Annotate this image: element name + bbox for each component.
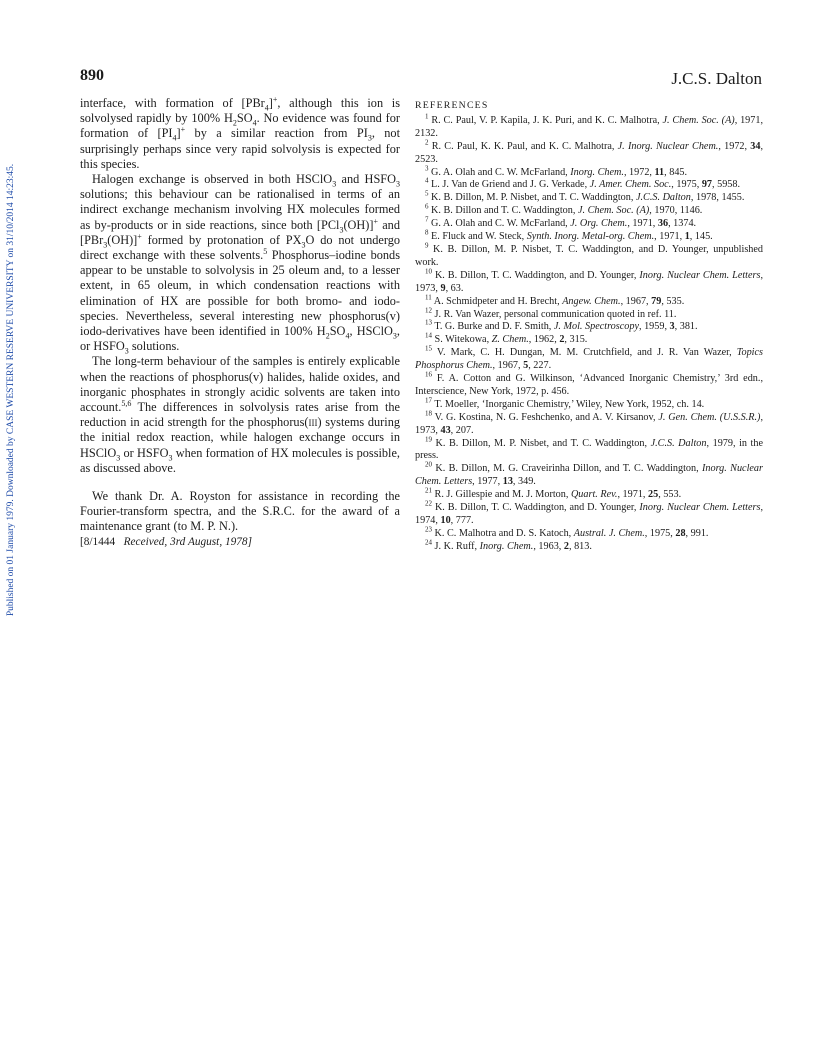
received-date: Received, 3rd August, 1978] bbox=[123, 535, 252, 548]
paragraph: The long-term behaviour of the samples is entirely explicable when the reactions of phosphorus(v) halides, halide oxides, and inorganic phosphates in strongly acidic solvents are taken into account.$^{5,6}$ The differences in solvolysis rates arise from the reduction in acid strength for the phosphorus(iii) systems during the initial redox reaction, while halogen exchange occurs in HSClO$_3$ or $HSFO_3$ when formation of HX molecules is possible, as discussed above. bbox=[80, 354, 400, 475]
reference-item: $^{17}$ T. Moeller, ‘Inorganic Chemistry,’ Wiley, New York, 1952, ch. 14. bbox=[425, 396, 705, 410]
references-heading: REFERENCES bbox=[415, 100, 489, 111]
acknowledgement: We thank Dr. A. Royston for assistance in recording the Fourier-transform spectra, and the S.R.C. for the award of a maintenance grant (to M. P. N.). bbox=[80, 489, 400, 534]
reference-item: $^{21}$ R. J. Gillespie and M. J. Morton, Quart. Rev., 1971, 25, 553. bbox=[425, 486, 682, 501]
paragraph: interface, with formation of [PBr$_4$]+, although this ion is solvolysed rapidly by 100% $H_2SO_4$. No evidence was found for formation of $[PI_4]^+$ by a similar reaction from $PI_3$, not surprisingly perhaps since very rapid solvolysis is expected for this species. bbox=[80, 94, 401, 171]
reference-item: $^8$ E. Fluck and W. Steck, Synth. Inorg. Metal-org. Chem., 1971, 1, 145. bbox=[425, 228, 713, 243]
download-watermark bbox=[2, 120, 20, 660]
references-column bbox=[415, 100, 763, 554]
reference-item: $^{15}$ V. Mark, C. H. Dungan, M. M. Crutchfield, and J. R. Van Wazer, Topics Phosphorus Chem., 1967, 5, 227. bbox=[415, 344, 763, 372]
download-watermark-text: Published on 01 January 1979. Downloaded by CASE WESTERN RESERVE UNIVERSITY on 31/10/2014 14:23:45. bbox=[6, 163, 16, 617]
reference-item: $^{16}$ F. A. Cotton and G. Wilkinson, ‘Advanced Inorganic Chemistry,’ 3rd edn., Interscience, New York, 1972, p. 456. bbox=[415, 370, 763, 397]
reference-item: $^{11}$ A. Schmidpeter and H. Brecht, Angew. Chem., 1967, 79, 535. bbox=[425, 293, 685, 307]
reference-item: $^9$ K. B. Dillon, M. P. Nisbet, T. C. Waddington, and D. Younger, unpublished work. bbox=[415, 241, 763, 268]
reference-item: $^3$ G. A. Olah and C. W. McFarland, Inorg. Chem., 1972, 11, 845. bbox=[425, 164, 688, 178]
paragraph: Halogen exchange is observed in both HSClO$_3$ and $HSFO_3$ solutions; this behaviour can be rationalised in terms of an indirect exchange mechanism involving HX molecules formed as by-products or in side reactions, since both [PCl$_3$(OH)]+ and [PBr$_3$(OH)]+ formed by protonation of $PX_3O$ do not undergo direct exchange with these solvents.$^5$ Phosphorus–iodine bonds appear to be unstable to solvolysis in 25 oleum and, to a lesser extent, in 65 oleum, in which condensation reactions with elimination of HX are possible for both bromo- and iodo-species. Nevertheless, several interesting new phosphorus(v) iodo-derivatives have been identified in 100% $H_2SO_4$, HSClO$_3$, or $HSFO_3$ solutions. bbox=[80, 172, 401, 356]
reference-item: $^6$ K. B. Dillon and T. C. Waddington, J. Chem. Soc. (A), 1970, 1146. bbox=[425, 202, 703, 217]
reference-item: $^4$ L. J. Van de Griend and J. G. Verkade, J. Amer. Chem. Soc., 1975, 97, 5958. bbox=[425, 177, 741, 191]
reference-item: $^{12}$ J. R. Van Wazer, personal communication quoted in ref. 11. bbox=[425, 306, 677, 320]
page-number: 890 bbox=[80, 67, 104, 84]
reference-item: $^{14}$ S. Witekowa, Z. Chem., 1962, 2, 315. bbox=[425, 331, 588, 346]
reference-item: $^{20}$ K. B. Dillon, M. G. Craveirinha Dillon, and T. C. Waddington, Inorg. Nuclear Chem. Letters, 1977, 13, 349. bbox=[415, 460, 763, 488]
reference-item: $^{19}$ K. B. Dillon, M. P. Nisbet, and T. C. Waddington, J.C.S. Dalton, 1979, in the press. bbox=[415, 435, 764, 462]
reference-item: $^1$ R. C. Paul, V. P. Kapila, J. K. Puri, and K. C. Malhotra, J. Chem. Soc. (A), 1971, 2132. bbox=[415, 112, 763, 139]
reference-item: $^{18}$ V. G. Kostina, N. G. Feshchenko, and A. V. Kirsanov, J. Gen. Chem. (U.S.S.R.), 1973, 43, 207. bbox=[415, 409, 763, 436]
received-line bbox=[80, 535, 400, 550]
journal-title: J.C.S. Dalton bbox=[671, 69, 762, 88]
reference-item: $^2$ R. C. Paul, K. K. Paul, and K. C. Malhotra, J. Inorg. Nuclear Chem., 1972, 34, 2523. bbox=[415, 138, 764, 165]
reference-item: $^{13}$ T. G. Burke and D. F. Smith, J. Mol. Spectroscopy, 1959, 3, 381. bbox=[425, 319, 698, 333]
reference-item: $^7$ G. A. Olah and C. W. McFarland, J. Org. Chem., 1971, 36, 1374. bbox=[425, 215, 697, 230]
reference-item: $^{24}$ J. K. Ruff, Inorg. Chem., 1963, 2, 813. bbox=[425, 538, 592, 552]
reference-item: $^{23}$ K. C. Malhotra and D. S. Katoch, Austral. J. Chem., 1975, 28, 991. bbox=[425, 525, 709, 539]
manuscript-code: [8/1444 bbox=[80, 535, 116, 548]
reference-item: $^{22}$ K. B. Dillon, T. C. Waddington, and D. Younger, Inorg. Nuclear Chem. Letters, 1974, 10, 777. bbox=[415, 499, 764, 526]
reference-item: $^{10}$ K. B. Dillon, T. C. Waddington, and D. Younger, Inorg. Nuclear Chem. Letters, 1973, 9, 63. bbox=[415, 267, 764, 294]
body-text-column bbox=[80, 96, 400, 550]
reference-item: $^5$ K. B. Dillon, M. P. Nisbet, and T. C. Waddington, J.C.S. Dalton, 1978, 1455. bbox=[425, 189, 745, 204]
